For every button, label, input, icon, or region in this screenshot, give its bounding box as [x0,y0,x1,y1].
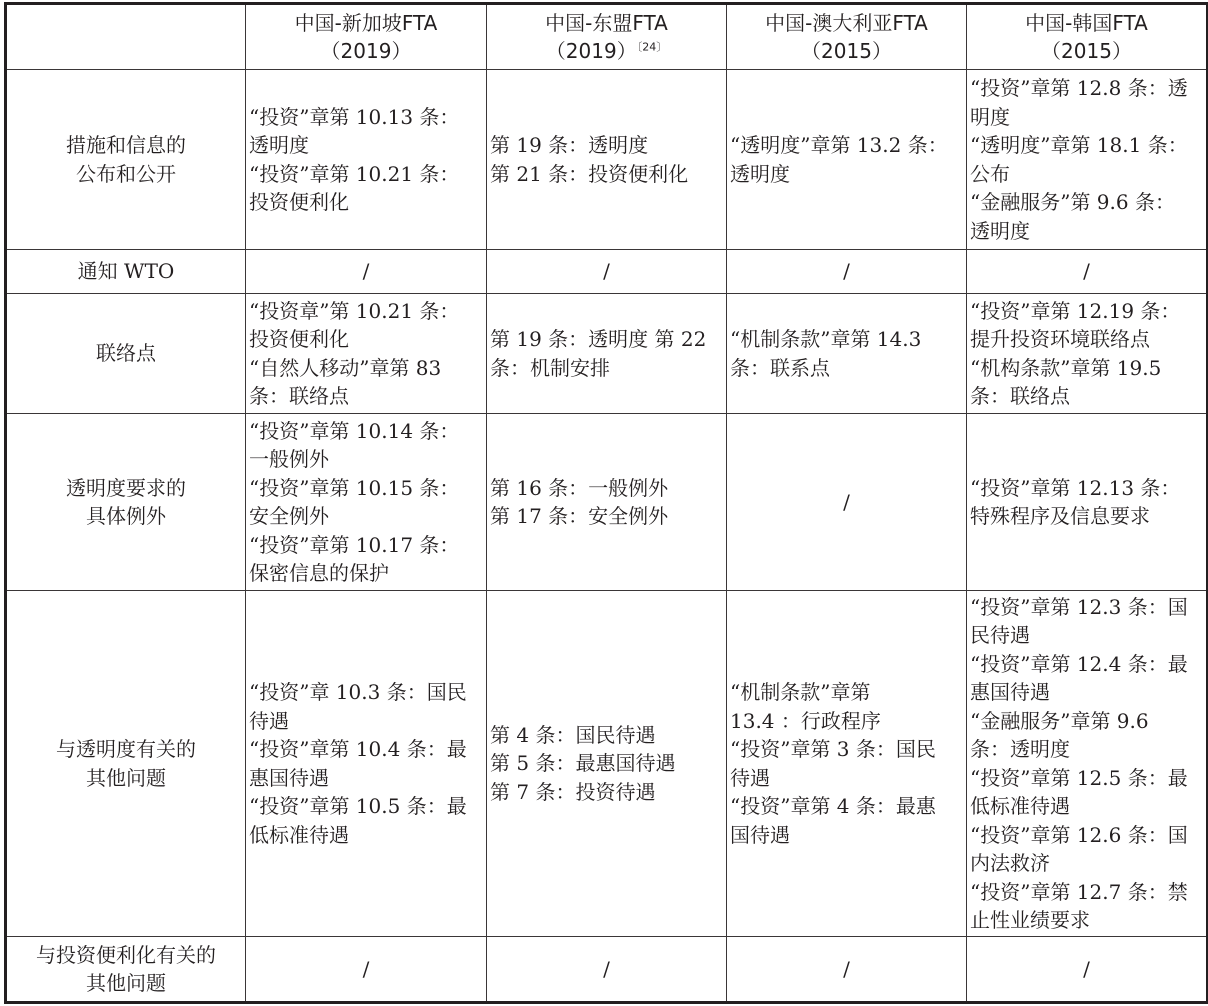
provision-text: 第 5 条：最惠国待遇 [490,751,676,776]
provision-text: “透明度”章第 18.1 条： [970,133,1188,157]
header-row [6,4,1208,70]
row-label-line: 与投资便利化有关的 [36,942,216,967]
column-name: 中国-韩国FTA [1025,10,1148,35]
provision-text: “金融服务”第 9.6 条： [970,190,1175,214]
cell-china-korea [967,937,1208,1003]
provision-text: “机制条款”章第 [730,680,871,704]
column-header-china-asean [487,4,727,70]
provision-text: “投资”章第 10.13 条： [249,104,460,129]
table-body [6,70,1208,1003]
not-applicable-mark: / [362,259,370,284]
row-label-line: 联络点 [96,341,156,366]
provision-text: “投资”章第 10.15 条： [249,475,460,500]
provision-text: 第 19 条：透明度 第 22 [490,327,707,351]
cell-china-singapore [246,294,487,414]
cell-china-australia [727,70,967,250]
provision-text: 提升投资环境联络点 [970,327,1150,351]
row-label-line: 其他问题 [86,765,166,790]
provision-text: “投资”章第 12.13 条： [970,475,1181,500]
row-label [6,591,246,937]
provision-text: 低标准待遇 [249,822,349,847]
not-applicable-mark: / [603,259,610,284]
provision-text: 投资便利化 [249,327,349,351]
cell-china-australia [727,414,967,591]
provision-text: 待遇 [730,765,770,790]
cell-china-korea [967,294,1208,414]
row-publication-disclosure [6,70,1208,250]
column-header-china-australia [727,4,967,70]
cell-china-asean [487,591,727,937]
provision-text: “投资”章第 12.5 条：最 [970,765,1188,790]
provision-text: 透明度 [730,161,790,186]
row-other-facilitation-issues [6,937,1208,1003]
provision-text: “投资”章第 12.6 条：国 [970,822,1188,847]
cell-china-asean [487,414,727,591]
cell-china-asean [487,937,727,1003]
row-label-line: 与透明度有关的 [56,737,196,761]
provision-text: “投资”章第 12.19 条： [970,298,1181,323]
cell-china-australia [727,937,967,1003]
column-name: 中国-新加坡FTA [294,10,438,35]
provision-text: 低标准待遇 [970,794,1070,818]
cell-china-singapore [246,937,487,1003]
provision-text: “投资”章第 10.17 条： [249,532,460,557]
provision-text: 投资便利化 [249,190,349,214]
not-applicable-mark: / [843,259,850,284]
provision-text: 条：联系点 [730,355,830,380]
cell-china-korea [967,591,1208,937]
provision-text: “透明度”章第 13.2 条： [730,133,948,157]
row-label-line: 具体例外 [86,504,166,528]
provision-text: “投资”章 10.3 条：国民 [249,680,467,704]
provision-text: “投资”章第 10.4 条：最 [249,737,467,761]
provision-text: 第 7 条：投资待遇 [490,779,656,804]
provision-text: 待遇 [249,708,289,733]
row-label [6,294,246,414]
cell-china-singapore [246,70,487,250]
cell-china-asean [487,294,727,414]
provision-text: 条：透明度 [970,737,1070,761]
provision-text: “机构条款”章第 19.5 [970,355,1162,380]
provision-text: 13.4 ：行政程序 [730,708,881,733]
provision-text: 第 17 条：安全例外 [490,504,669,528]
provision-text: 条：联络点 [249,384,349,408]
provision-text: 第 16 条：一般例外 [490,475,669,500]
provision-text: 一般例外 [249,447,329,471]
provision-text: 条：机制安排 [490,355,610,380]
provision-text: 特殊程序及信息要求 [970,504,1150,528]
row-label [6,414,246,591]
column-year: （2015） [1041,39,1132,63]
not-applicable-mark: / [1083,956,1090,981]
provision-text: “投资章”第 10.21 条： [249,298,460,323]
cell-china-australia [727,250,967,294]
provision-text: “机制条款”章第 14.3 [730,327,922,351]
cell-china-korea [967,250,1208,294]
row-label [6,70,246,250]
provision-text: “投资”章第 12.3 条：国 [970,594,1188,619]
provision-text: “投资”章第 12.4 条：最 [970,651,1188,676]
provision-text: “投资”章第 3 条：国民 [730,737,936,761]
column-year: （2019） [320,39,412,63]
column-year: （2015） [801,39,892,63]
provision-text: 内法救济 [970,851,1050,875]
provision-text: 惠国待遇 [249,765,329,790]
provision-text: “投资”章第 10.14 条： [249,418,460,443]
corner-cell [6,4,246,70]
provision-text: 国待遇 [730,822,790,847]
not-applicable-mark: / [603,956,610,981]
provision-text: 第 4 条：国民待遇 [490,722,656,747]
row-notify-wto [6,250,1208,294]
provision-text: “金融服务”章第 9.6 [970,708,1149,733]
provision-text: “投资”章第 4 条：最惠 [730,794,936,818]
provision-text: 第 19 条：透明度 [490,133,649,157]
column-name: 中国-东盟FTA [545,10,668,35]
cell-china-korea [967,414,1208,591]
not-applicable-mark: / [1083,259,1090,284]
row-label-line: 其他问题 [86,971,166,995]
provision-text: 透明度 [249,133,309,157]
cell-china-australia [727,591,967,937]
column-header-china-korea [967,4,1208,70]
provision-text: “投资”章第 12.7 条：禁 [970,879,1188,904]
cell-china-asean [487,250,727,294]
provision-text: “自然人移动”章第 83 [249,355,442,380]
footnote-reference[interactable]: 〔24〕 [636,40,668,54]
column-header-china-singapore [246,4,487,70]
provision-text: 民待遇 [970,623,1030,647]
cell-china-singapore [246,414,487,591]
row-label-line: 措施和信息的 [66,133,186,157]
not-applicable-mark: / [843,956,850,981]
cell-china-singapore [246,250,487,294]
provision-text: 条：联络点 [970,384,1070,408]
provision-text: “投资”章第 10.21 条： [249,161,460,186]
row-label [6,250,246,294]
row-transparency-exceptions [6,414,1208,591]
provision-text: 公布 [970,161,1010,186]
cell-china-asean [487,70,727,250]
not-applicable-mark: / [843,489,850,514]
row-contact-points [6,294,1208,414]
column-year: （2019） [545,39,637,63]
row-label-line: 通知 WTO [77,259,175,284]
provision-text: “投资”章第 10.5 条：最 [249,794,467,818]
provision-text: “投资”章第 12.8 条：透 [970,76,1188,100]
not-applicable-mark: / [362,956,370,981]
provision-text: 惠国待遇 [970,680,1050,704]
provision-text: 安全例外 [249,504,329,528]
provision-text: 保密信息的保护 [249,561,389,585]
provision-text: 明度 [970,104,1010,129]
row-label [6,937,246,1003]
cell-china-singapore [246,591,487,937]
cell-china-korea [967,70,1208,250]
fta-transparency-comparison-table [4,2,1208,1004]
row-label-line: 透明度要求的 [66,475,186,500]
row-label-line: 公布和公开 [76,161,176,186]
provision-text: 止性业绩要求 [970,908,1090,932]
row-other-transparency-issues [6,591,1208,937]
cell-china-australia [727,294,967,414]
provision-text: 第 21 条：投资便利化 [490,161,689,186]
provision-text: 透明度 [970,218,1030,243]
column-name: 中国-澳大利亚FTA [765,10,928,35]
